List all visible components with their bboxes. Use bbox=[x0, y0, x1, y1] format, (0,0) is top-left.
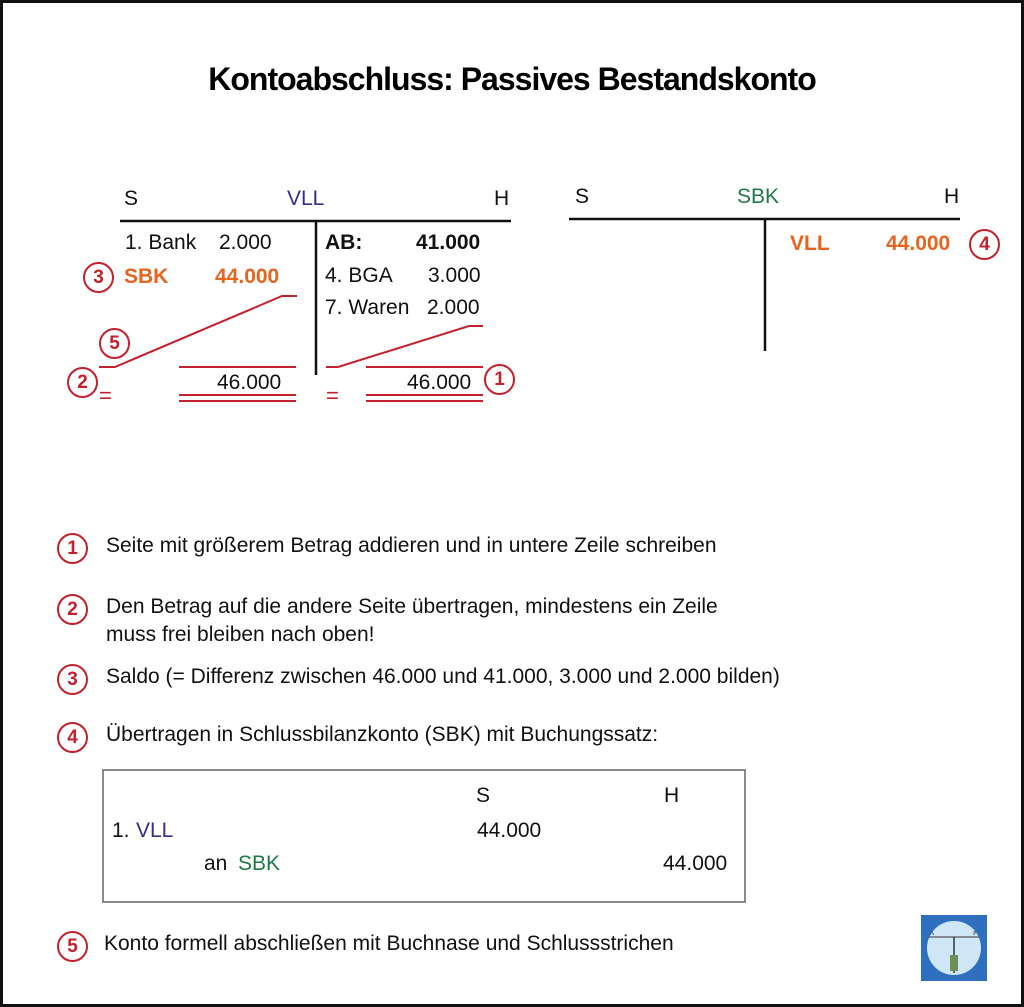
vll-haben-row-label: 4. BGA bbox=[325, 264, 393, 287]
booking-row2-account: SBK bbox=[238, 852, 281, 875]
sbk-haben-header: H bbox=[944, 185, 960, 208]
vll-soll-row-value: 2.000 bbox=[219, 231, 272, 254]
note-2-line2: muss frei bleiben nach oben! bbox=[106, 623, 375, 646]
vll-haben-row-label: 7. Waren bbox=[325, 296, 410, 319]
logo-letter-a: A bbox=[930, 931, 935, 937]
note-3-icon: 3 bbox=[57, 664, 88, 695]
vll-haben-row-label: AB: bbox=[325, 231, 363, 254]
vll-soll-total: 46.000 bbox=[217, 371, 282, 394]
marker-2-icon: 2 bbox=[67, 367, 98, 398]
note-4-text: Übertragen in Schlussbilanzkonto (SBK) mit Buchungssatz: bbox=[106, 723, 659, 746]
note-1-text: Seite mit größerem Betrag addieren und in untere Zeile schreiben bbox=[106, 534, 717, 557]
scale-logo-icon bbox=[921, 915, 987, 981]
vll-haben-header: H bbox=[494, 187, 510, 210]
marker-3-icon: 3 bbox=[83, 262, 114, 293]
vll-haben-row-value: 41.000 bbox=[416, 231, 481, 254]
marker-4-icon: 4 bbox=[969, 229, 1000, 260]
marker-5-icon: 5 bbox=[99, 328, 130, 359]
logo-letter-p: P bbox=[973, 931, 977, 937]
vll-soll-row-label: 1. Bank bbox=[125, 231, 197, 254]
note-2-line1: Den Betrag auf die andere Seite übertragen, mindestens ein Zeile bbox=[106, 595, 718, 618]
sbk-haben-value: 44.000 bbox=[886, 232, 951, 255]
booking-col-s: S bbox=[476, 784, 491, 807]
booking-row1-prefix: 1. bbox=[112, 819, 130, 842]
booking-entry-box bbox=[102, 769, 746, 903]
note-5-text: Konto formell abschließen mit Buchnase und Schlussstrichen bbox=[104, 932, 674, 955]
booking-row1-soll-value: 44.000 bbox=[477, 819, 542, 842]
vll-haben-row-value: 2.000 bbox=[427, 296, 480, 319]
note-1-icon: 1 bbox=[57, 533, 88, 564]
sbk-soll-header: S bbox=[575, 185, 590, 208]
vll-haben-total: 46.000 bbox=[407, 371, 472, 394]
note-2-icon: 2 bbox=[57, 594, 88, 625]
booking-row1-account: VLL bbox=[136, 819, 174, 842]
scale-logo-graphic bbox=[921, 915, 987, 981]
note-4-icon: 4 bbox=[57, 722, 88, 753]
note-5-icon: 5 bbox=[57, 931, 88, 962]
booking-row2-prefix: an bbox=[204, 852, 228, 875]
equals-sign: = bbox=[326, 383, 339, 408]
booking-row2-haben-value: 44.000 bbox=[663, 852, 728, 875]
sbk-account-name: SBK bbox=[737, 185, 780, 208]
marker-1-icon: 1 bbox=[484, 364, 515, 395]
sbk-haben-label: VLL bbox=[790, 232, 830, 255]
page-title: Kontoabschluss: Passives Bestandskonto bbox=[208, 61, 816, 97]
vll-account-name: VLL bbox=[287, 187, 325, 210]
vll-saldo-value: 44.000 bbox=[215, 265, 280, 288]
vll-soll-header: S bbox=[124, 187, 139, 210]
booking-col-h: H bbox=[664, 784, 680, 807]
equals-sign: = bbox=[99, 383, 112, 408]
vll-saldo-label: SBK bbox=[124, 265, 169, 288]
note-3-text: Saldo (= Differenz zwischen 46.000 und 41.000, 3.000 und 2.000 bilden) bbox=[106, 665, 780, 688]
vll-haben-row-value: 3.000 bbox=[428, 264, 481, 287]
